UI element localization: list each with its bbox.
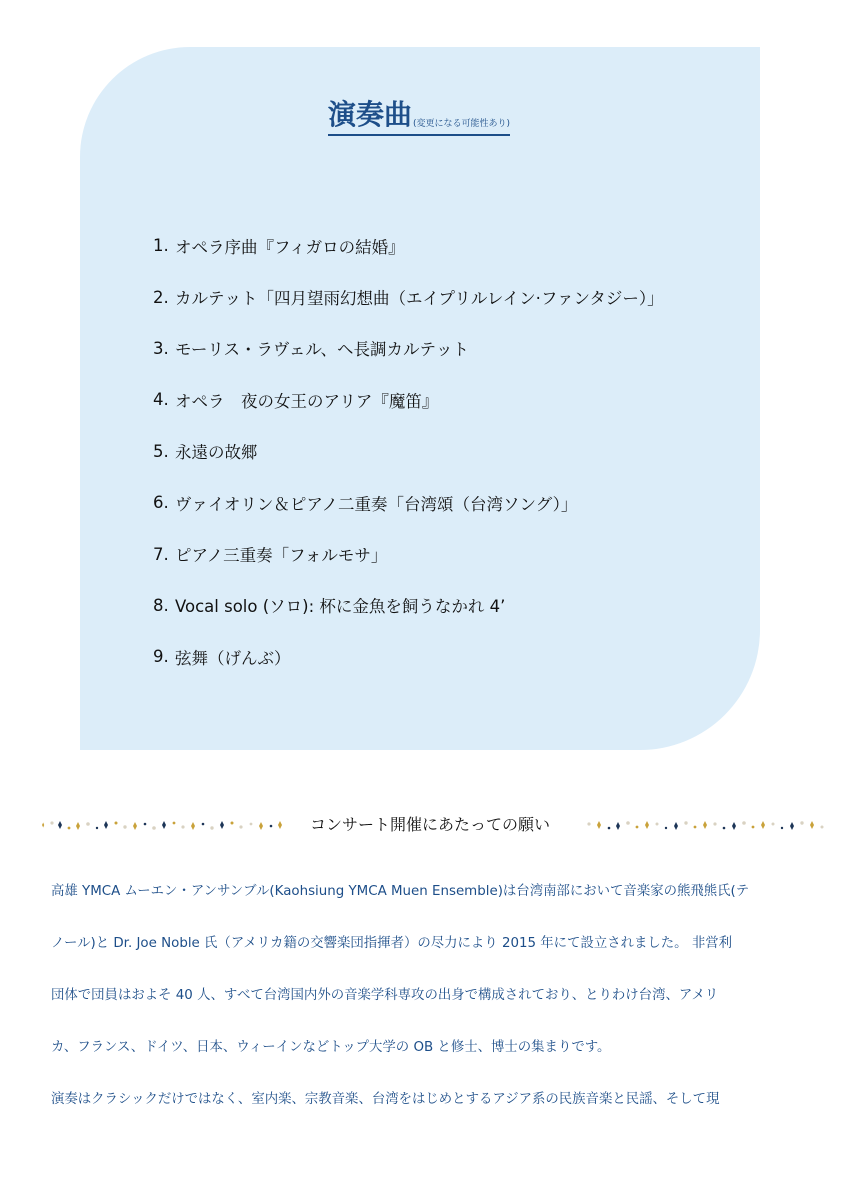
star-garland-right-icon (585, 817, 830, 833)
program-item-title: オペラ 夜の女王のアリア『魔笛』 (175, 391, 439, 411)
program-item-8 (153, 580, 664, 631)
program-item-number: 9. (153, 647, 169, 667)
program-item-6 (153, 477, 664, 528)
star-garland-decoration (587, 821, 823, 830)
program-item-2 (153, 271, 664, 322)
program-item-number: 8. (153, 595, 169, 615)
program-list (153, 220, 664, 683)
program-item-4 (153, 374, 664, 425)
program-title-note: (変更になる可能性あり) (413, 119, 511, 129)
program-item-7 (153, 528, 664, 579)
program-item-number: 7. (153, 544, 169, 564)
program-item-number: 4. (153, 390, 169, 410)
section-divider (0, 805, 848, 845)
program-item-title: 弦舞（げんぶ） (175, 648, 291, 668)
program-item-9 (153, 631, 664, 682)
program-item-number: 1. (153, 236, 169, 256)
star-garland-left-icon (38, 817, 286, 833)
description-line-5: 演奏はクラシックだけではなく、室内楽、宗教音楽、台湾をはじめとするアジア系の民族音楽と民謡、そして現 (51, 1092, 720, 1107)
description-line-2: ノール)と Dr. Joe Noble 氏（アメリカ籍の交響楽団指揮者）の尽力により 2015 年にて設立されました。 非営利 (51, 936, 733, 951)
section-heading: コンサート開催にあたっての願い (310, 815, 551, 834)
program-item-title: オペラ序曲『フィガロの結婚』 (175, 237, 405, 257)
program-item-title: Vocal solo (ソロ): 杯に金魚を飼うなかれ 4’ (175, 597, 506, 617)
program-item-title: ピアノ三重奏「フォルモサ」 (175, 546, 388, 566)
program-item-number: 5. (153, 441, 169, 461)
program-item-number: 6. (153, 493, 169, 513)
program-item-1 (153, 220, 664, 271)
program-title (328, 98, 510, 136)
program-item-3 (153, 323, 664, 374)
description-line-3: 団体で団員はおよそ 40 人、すべて台湾国内外の音楽学科専攻の出身で構成されており、とりわけ台湾、アメリ (51, 988, 719, 1003)
program-item-number: 3. (153, 338, 169, 358)
description-line-1: 高雄 YMCA ムーエン・アンサンブル(Kaohsiung YMCA Muen Ensemble)は台湾南部において音楽家の熊飛熊氏(テ (51, 884, 750, 899)
program-item-title: カルテット「四月望雨幻想曲（エイプリルレイン·ファンタジー）」 (175, 289, 664, 309)
program-item-number: 2. (153, 287, 169, 307)
program-item-title: ヴァイオリン＆ピアノ二重奏「台湾頌（台湾ソング）」 (175, 494, 578, 514)
program-item-title: モーリス・ラヴェル、ヘ長調カルテット (175, 340, 470, 360)
description-line-4: カ、フランス、ドイツ、日本、ウィーインなどトップ大学の OB と修士、博士の集まりです。 (51, 1040, 611, 1055)
program-item-title: 永遠の故郷 (175, 443, 258, 463)
program-item-5 (153, 426, 664, 477)
description-text (51, 874, 803, 1134)
program-title-main: 演奏曲 (328, 98, 413, 131)
star-garland-decoration (42, 821, 282, 830)
